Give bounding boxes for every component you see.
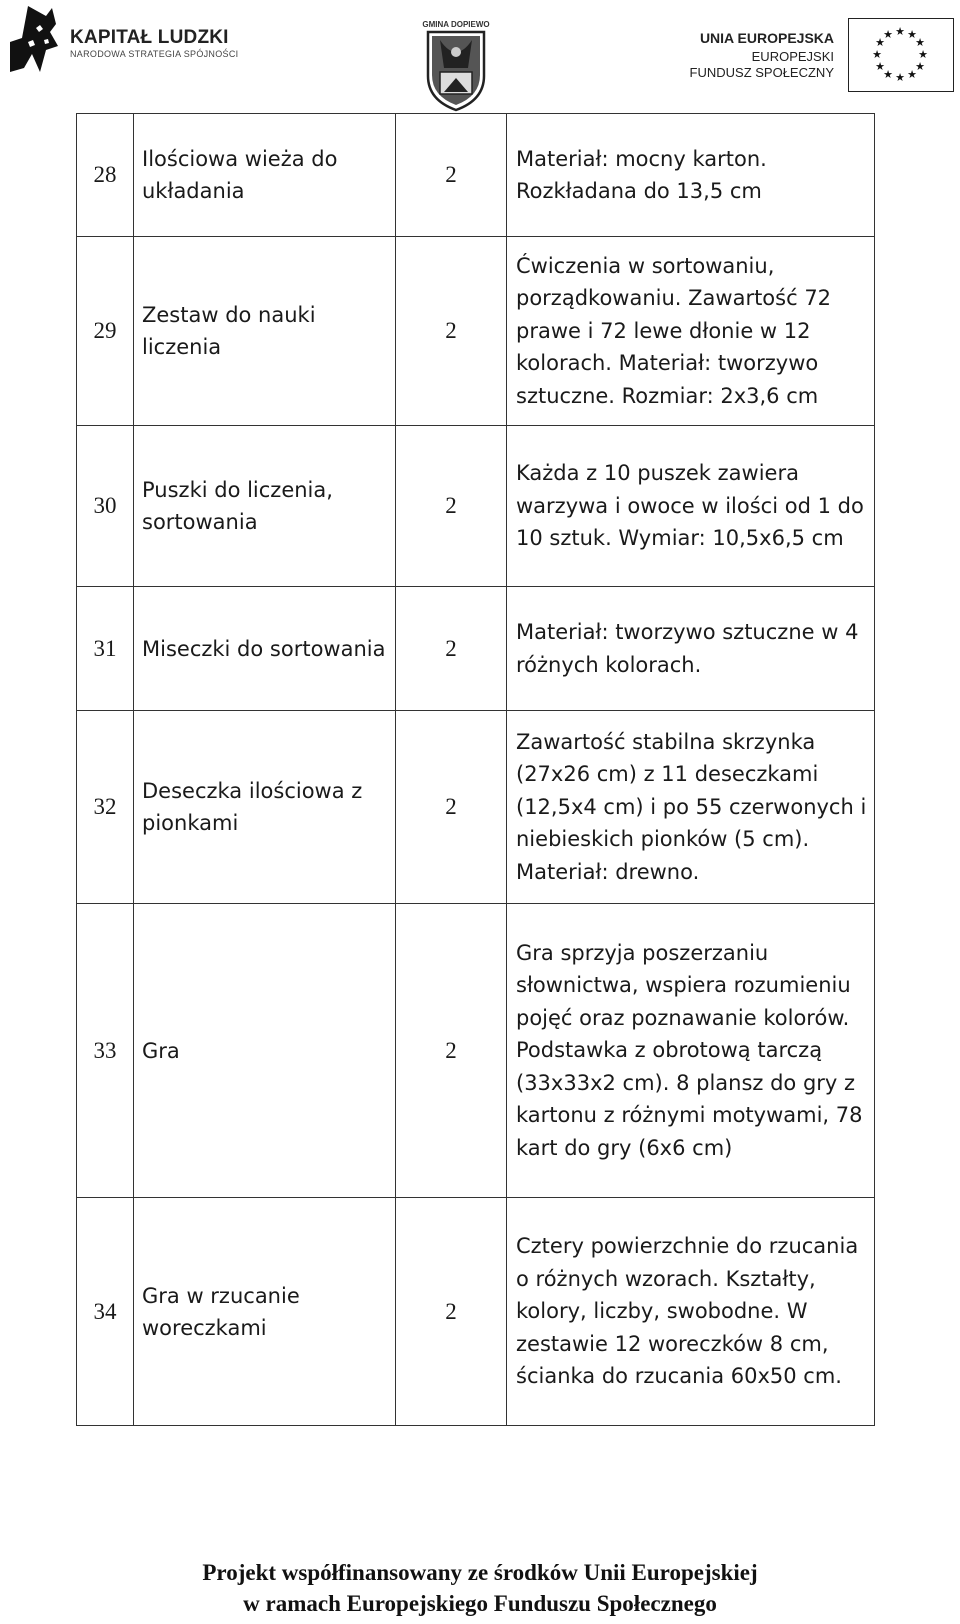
item-description: Cztery powierzchnie do rzucania o różnych wzorach. Kształty, kolory, liczby, swobodne. W zestawie 12 woreczków 8 cm, ścianka do rzucania 60x50 cm.	[507, 1198, 875, 1426]
item-quantity: 2	[396, 114, 507, 237]
item-description: Materiał: tworzywo sztuczne w 4 różnych kolorach.	[507, 587, 875, 711]
cofinancing-footer	[0, 1557, 960, 1619]
svg-text:★: ★	[895, 71, 905, 84]
ue-line-1: UNIA EUROPEJSKA	[699, 30, 834, 46]
items-table	[76, 113, 875, 1426]
item-quantity: 2	[396, 587, 507, 711]
gmina-dopiewo-crest	[418, 20, 494, 112]
table-row	[77, 587, 875, 711]
svg-text:★: ★	[875, 60, 885, 73]
item-number: 32	[77, 711, 134, 904]
item-name: Ilościowa wieża do układania	[134, 114, 396, 237]
coat-of-arms-icon	[418, 20, 494, 112]
footer-line-2: w ramach Europejskiego Funduszu Społecznego	[243, 1591, 717, 1616]
item-number: 34	[77, 1198, 134, 1426]
item-name: Gra w rzucanie woreczkami	[134, 1198, 396, 1426]
table-row	[77, 711, 875, 904]
svg-text:★: ★	[915, 36, 925, 49]
item-number: 31	[77, 587, 134, 711]
table-row	[77, 1198, 875, 1426]
eu-flag-icon	[848, 18, 954, 92]
svg-text:★: ★	[918, 48, 928, 61]
item-description: Zawartość stabilna skrzynka (27x26 cm) z 11 deseczkami (12,5x4 cm) i po 55 czerwonych i niebieskich pionków (5 cm). Materiał: drewno.	[507, 711, 875, 904]
svg-text:★: ★	[883, 28, 893, 41]
item-quantity: 2	[396, 904, 507, 1198]
kapital-ludzki-subtitle: NARODOWA STRATEGIA SPÓJNOŚCI	[70, 49, 239, 59]
item-name: Miseczki do sortowania	[134, 587, 396, 711]
gmina-label: GMINA DOPIEWO	[422, 20, 490, 29]
svg-text:★: ★	[875, 36, 885, 49]
table-row	[77, 237, 875, 426]
item-description: Każda z 10 puszek zawiera warzywa i owoce w ilości od 1 do 10 sztuk. Wymiar: 10,5x6,5 cm	[507, 426, 875, 587]
item-quantity: 2	[396, 711, 507, 904]
item-name: Zestaw do nauki liczenia	[134, 237, 396, 426]
item-quantity: 2	[396, 426, 507, 587]
ue-line-2: EUROPEJSKI	[751, 49, 834, 64]
svg-text:★: ★	[895, 25, 905, 38]
item-quantity: 2	[396, 237, 507, 426]
svg-text:★: ★	[872, 48, 882, 61]
document-header	[0, 0, 960, 110]
table-row	[77, 426, 875, 587]
kapital-ludzki-emblem-icon	[6, 2, 68, 77]
item-description: Materiał: mocny karton. Rozkładana do 13,5 cm	[507, 114, 875, 237]
item-name: Deseczka ilościowa z pionkami	[134, 711, 396, 904]
kapital-ludzki-title: KAPITAŁ LUDZKI	[70, 27, 229, 48]
svg-text:★: ★	[883, 68, 893, 81]
item-number: 29	[77, 237, 134, 426]
table-row	[77, 114, 875, 237]
item-name: Gra	[134, 904, 396, 1198]
svg-text:★: ★	[915, 60, 925, 73]
svg-text:★: ★	[907, 28, 917, 41]
item-description: Ćwiczenia w sortowaniu, porządkowaniu. Zawartość 72 prawe i 72 lewe dłonie w 12 kolorach. Materiał: tworzywo sztuczne. Rozmiar: 2x3,6 cm	[507, 237, 875, 426]
item-number: 33	[77, 904, 134, 1198]
item-number: 30	[77, 426, 134, 587]
item-description: Gra sprzyja poszerzaniu słownictwa, wspiera rozumieniu pojęć oraz poznawanie kolorów. Podstawka z obrotową tarczą (33x33x2 cm). 8 plansz do gry z kartonu z różnymi motywami, 78 kart do gry (6x6 cm)	[507, 904, 875, 1198]
unia-europejska-logo	[689, 18, 960, 94]
item-quantity: 2	[396, 1198, 507, 1426]
kapital-ludzki-logo	[6, 2, 256, 77]
ue-line-3: FUNDUSZ SPOŁECZNY	[689, 65, 834, 80]
svg-text:★: ★	[907, 68, 917, 81]
table-row	[77, 904, 875, 1198]
item-number: 28	[77, 114, 134, 237]
item-name: Puszki do liczenia, sortowania	[134, 426, 396, 587]
footer-line-1: Projekt współfinansowany ze środków Unii Europejskiej	[202, 1560, 758, 1585]
